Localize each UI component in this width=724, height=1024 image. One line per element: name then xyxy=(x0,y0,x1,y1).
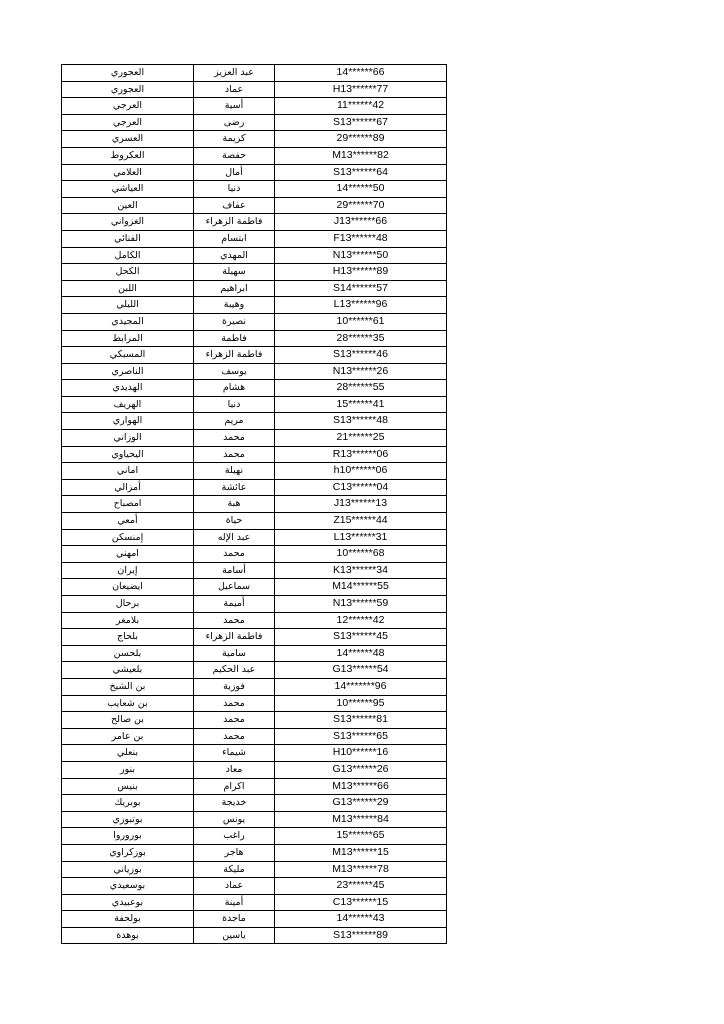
table-row xyxy=(62,264,447,281)
table-row xyxy=(62,795,447,812)
table-row xyxy=(62,197,447,214)
table-row xyxy=(62,479,447,496)
first-name-cell: عائشة xyxy=(194,479,275,496)
first-name-cell: عماد xyxy=(194,878,275,895)
id-number-cell: H13******89 xyxy=(275,264,447,281)
first-name-cell: أميمة xyxy=(194,596,275,613)
id-number-cell: M13******66 xyxy=(275,778,447,795)
last-name-cell: العلامي xyxy=(62,164,194,181)
table-row xyxy=(62,396,447,413)
table-row xyxy=(62,280,447,297)
table-row xyxy=(62,430,447,447)
last-name-cell: بلحسن xyxy=(62,645,194,662)
last-name-cell: بوبريك xyxy=(62,795,194,812)
id-number-cell: S13******48 xyxy=(275,413,447,430)
first-name-cell: عبد الحكيم xyxy=(194,662,275,679)
id-number-cell: 14******66 xyxy=(275,65,447,82)
first-name-cell: نصيرة xyxy=(194,313,275,330)
id-number-cell: 29******70 xyxy=(275,197,447,214)
id-number-cell: 15******41 xyxy=(275,396,447,413)
table-row xyxy=(62,861,447,878)
records-table-body xyxy=(62,65,447,944)
last-name-cell: بوهدة xyxy=(62,927,194,944)
last-name-cell: أمعي xyxy=(62,513,194,530)
first-name-cell: خديجة xyxy=(194,795,275,812)
last-name-cell: بوزكراوي xyxy=(62,844,194,861)
first-name-cell: محمد xyxy=(194,712,275,729)
table-row xyxy=(62,313,447,330)
first-name-cell: محمد xyxy=(194,430,275,447)
table-row xyxy=(62,828,447,845)
table-row xyxy=(62,214,447,231)
table-row xyxy=(62,878,447,895)
table-row xyxy=(62,164,447,181)
first-name-cell: أسامة xyxy=(194,562,275,579)
id-number-cell: S13******81 xyxy=(275,712,447,729)
last-name-cell: الغزواني xyxy=(62,214,194,231)
table-row xyxy=(62,712,447,729)
first-name-cell: أمال xyxy=(194,164,275,181)
last-name-cell: بن عامر xyxy=(62,728,194,745)
table-row xyxy=(62,844,447,861)
first-name-cell: محمد xyxy=(194,695,275,712)
id-number-cell: 11******42 xyxy=(275,98,447,115)
id-number-cell: S13******89 xyxy=(275,927,447,944)
last-name-cell: اللبن xyxy=(62,280,194,297)
id-number-cell: 21******25 xyxy=(275,430,447,447)
first-name-cell: ابتسام xyxy=(194,230,275,247)
first-name-cell: هبة xyxy=(194,496,275,513)
first-name-cell: سهيلة xyxy=(194,264,275,281)
last-name-cell: بوروروا xyxy=(62,828,194,845)
last-name-cell: الكحل xyxy=(62,264,194,281)
last-name-cell: بن صالح xyxy=(62,712,194,729)
first-name-cell: المهدي xyxy=(194,247,275,264)
table-row xyxy=(62,728,447,745)
id-number-cell: 10******61 xyxy=(275,313,447,330)
last-name-cell: العسري xyxy=(62,131,194,148)
first-name-cell: أمينة xyxy=(194,894,275,911)
id-number-cell: G13******54 xyxy=(275,662,447,679)
id-number-cell: 28******35 xyxy=(275,330,447,347)
first-name-cell: عماد xyxy=(194,81,275,98)
first-name-cell: فوزية xyxy=(194,678,275,695)
table-row xyxy=(62,778,447,795)
last-name-cell: اماني xyxy=(62,463,194,480)
id-number-cell: M14******55 xyxy=(275,579,447,596)
id-number-cell: M13******78 xyxy=(275,861,447,878)
last-name-cell: اليحياوي xyxy=(62,446,194,463)
first-name-cell: وهيبة xyxy=(194,297,275,314)
id-number-cell: R13******06 xyxy=(275,446,447,463)
id-number-cell: 23******45 xyxy=(275,878,447,895)
table-row xyxy=(62,894,447,911)
first-name-cell: عفاف xyxy=(194,197,275,214)
id-number-cell: G13******29 xyxy=(275,795,447,812)
first-name-cell: كريمة xyxy=(194,131,275,148)
table-row xyxy=(62,529,447,546)
table-row xyxy=(62,645,447,662)
first-name-cell: رضى xyxy=(194,114,275,131)
id-number-cell: 14******48 xyxy=(275,645,447,662)
id-number-cell: 15******65 xyxy=(275,828,447,845)
first-name-cell: فاطمة الزهراء xyxy=(194,214,275,231)
first-name-cell: معاد xyxy=(194,761,275,778)
id-number-cell: H13******77 xyxy=(275,81,447,98)
table-row xyxy=(62,81,447,98)
id-number-cell: K13******34 xyxy=(275,562,447,579)
last-name-cell: برحال xyxy=(62,596,194,613)
last-name-cell: العرجي xyxy=(62,114,194,131)
id-number-cell: F13******48 xyxy=(275,230,447,247)
last-name-cell: العرجي xyxy=(62,98,194,115)
first-name-cell: عبد الإله xyxy=(194,529,275,546)
first-name-cell: ماجدة xyxy=(194,911,275,928)
table-row xyxy=(62,911,447,928)
table-row xyxy=(62,413,447,430)
id-number-cell: J13******66 xyxy=(275,214,447,231)
first-name-cell: نهيلة xyxy=(194,463,275,480)
table-row xyxy=(62,629,447,646)
table-row xyxy=(62,513,447,530)
table-row xyxy=(62,230,447,247)
last-name-cell: إمنسكن xyxy=(62,529,194,546)
last-name-cell: بن شعايب xyxy=(62,695,194,712)
table-row xyxy=(62,927,447,944)
id-number-cell: G13******26 xyxy=(275,761,447,778)
id-number-cell: 12******42 xyxy=(275,612,447,629)
table-row xyxy=(62,562,447,579)
first-name-cell: ياسين xyxy=(194,927,275,944)
last-name-cell: بلحاج xyxy=(62,629,194,646)
last-name-cell: المسبكي xyxy=(62,347,194,364)
id-number-cell: J13******13 xyxy=(275,496,447,513)
id-number-cell: C13******15 xyxy=(275,894,447,911)
id-number-cell: 14******50 xyxy=(275,181,447,198)
last-name-cell: بولحفة xyxy=(62,911,194,928)
table-row xyxy=(62,181,447,198)
records-table xyxy=(61,64,447,944)
last-name-cell: المرابط xyxy=(62,330,194,347)
first-name-cell: يونس xyxy=(194,811,275,828)
last-name-cell: بوزياني xyxy=(62,861,194,878)
table-row xyxy=(62,98,447,115)
first-name-cell: ابراهيم xyxy=(194,280,275,297)
last-name-cell: الوزاني xyxy=(62,430,194,447)
last-name-cell: ايضيعان xyxy=(62,579,194,596)
last-name-cell: بوتبوزي xyxy=(62,811,194,828)
table-row xyxy=(62,579,447,596)
first-name-cell: هشام xyxy=(194,380,275,397)
last-name-cell: الليلي xyxy=(62,297,194,314)
last-name-cell: بنيس xyxy=(62,778,194,795)
first-name-cell: فاطمة الزهراء xyxy=(194,629,275,646)
first-name-cell: فاطمة xyxy=(194,330,275,347)
last-name-cell: امصباح xyxy=(62,496,194,513)
first-name-cell: عبد العزيز xyxy=(194,65,275,82)
id-number-cell: N13******50 xyxy=(275,247,447,264)
table-row xyxy=(62,811,447,828)
id-number-cell: H10******16 xyxy=(275,745,447,762)
table-row xyxy=(62,330,447,347)
first-name-cell: سماعيل xyxy=(194,579,275,596)
last-name-cell: بنعلي xyxy=(62,745,194,762)
id-number-cell: 29******89 xyxy=(275,131,447,148)
last-name-cell: إيران xyxy=(62,562,194,579)
last-name-cell: امهني xyxy=(62,546,194,563)
last-name-cell: بلعيشي xyxy=(62,662,194,679)
last-name-cell: الناصري xyxy=(62,363,194,380)
first-name-cell: اكرام xyxy=(194,778,275,795)
id-number-cell: L13******96 xyxy=(275,297,447,314)
first-name-cell: مريم xyxy=(194,413,275,430)
first-name-cell: يوسف xyxy=(194,363,275,380)
first-name-cell: فاطمة الزهراء xyxy=(194,347,275,364)
table-row xyxy=(62,662,447,679)
table-row xyxy=(62,363,447,380)
first-name-cell: دنيا xyxy=(194,396,275,413)
first-name-cell: محمد xyxy=(194,446,275,463)
last-name-cell: الهديدي xyxy=(62,380,194,397)
last-name-cell: العكروط xyxy=(62,147,194,164)
last-name-cell: أمزالي xyxy=(62,479,194,496)
id-number-cell: 14*******96 xyxy=(275,678,447,695)
first-name-cell: محمد xyxy=(194,728,275,745)
last-name-cell: بن الشيخ xyxy=(62,678,194,695)
last-name-cell: العياشي xyxy=(62,181,194,198)
id-number-cell: 10******68 xyxy=(275,546,447,563)
table-row xyxy=(62,761,447,778)
first-name-cell: دنيا xyxy=(194,181,275,198)
id-number-cell: 14******43 xyxy=(275,911,447,928)
last-name-cell: العجوري xyxy=(62,81,194,98)
id-number-cell: M13******15 xyxy=(275,844,447,861)
table-row xyxy=(62,131,447,148)
id-number-cell: h10******06 xyxy=(275,463,447,480)
last-name-cell: الهريف xyxy=(62,396,194,413)
last-name-cell: بلامغر xyxy=(62,612,194,629)
id-number-cell: M13******84 xyxy=(275,811,447,828)
first-name-cell: حفصة xyxy=(194,147,275,164)
last-name-cell: بوعبيدي xyxy=(62,894,194,911)
table-row xyxy=(62,546,447,563)
first-name-cell: سامية xyxy=(194,645,275,662)
first-name-cell: محمد xyxy=(194,546,275,563)
last-name-cell: العجوري xyxy=(62,65,194,82)
id-number-cell: N13******59 xyxy=(275,596,447,613)
last-name-cell: بنور xyxy=(62,761,194,778)
table-row xyxy=(62,695,447,712)
table-row xyxy=(62,678,447,695)
id-number-cell: M13******82 xyxy=(275,147,447,164)
last-name-cell: الهواري xyxy=(62,413,194,430)
id-number-cell: C13******04 xyxy=(275,479,447,496)
id-number-cell: S13******67 xyxy=(275,114,447,131)
id-number-cell: N13******26 xyxy=(275,363,447,380)
first-name-cell: راغب xyxy=(194,828,275,845)
table-row xyxy=(62,147,447,164)
table-row xyxy=(62,596,447,613)
table-row xyxy=(62,114,447,131)
id-number-cell: 28******55 xyxy=(275,380,447,397)
table-row xyxy=(62,347,447,364)
id-number-cell: Z15******44 xyxy=(275,513,447,530)
last-name-cell: بوسعيدي xyxy=(62,878,194,895)
first-name-cell: مليكة xyxy=(194,861,275,878)
table-row xyxy=(62,380,447,397)
last-name-cell: الكامل xyxy=(62,247,194,264)
last-name-cell: الفنائي xyxy=(62,230,194,247)
last-name-cell: المجيدي xyxy=(62,313,194,330)
id-number-cell: 10******95 xyxy=(275,695,447,712)
table-row xyxy=(62,612,447,629)
table-row xyxy=(62,65,447,82)
table-row xyxy=(62,463,447,480)
id-number-cell: S14******57 xyxy=(275,280,447,297)
first-name-cell: هاجر xyxy=(194,844,275,861)
table-row xyxy=(62,446,447,463)
first-name-cell: محمد xyxy=(194,612,275,629)
first-name-cell: شيماء xyxy=(194,745,275,762)
id-number-cell: S13******64 xyxy=(275,164,447,181)
table-row xyxy=(62,297,447,314)
first-name-cell: حياة xyxy=(194,513,275,530)
id-number-cell: S13******46 xyxy=(275,347,447,364)
id-number-cell: S13******65 xyxy=(275,728,447,745)
table-row xyxy=(62,745,447,762)
last-name-cell: العين xyxy=(62,197,194,214)
table-row xyxy=(62,496,447,513)
id-number-cell: L13******31 xyxy=(275,529,447,546)
first-name-cell: أسية xyxy=(194,98,275,115)
table-row xyxy=(62,247,447,264)
id-number-cell: S13******45 xyxy=(275,629,447,646)
